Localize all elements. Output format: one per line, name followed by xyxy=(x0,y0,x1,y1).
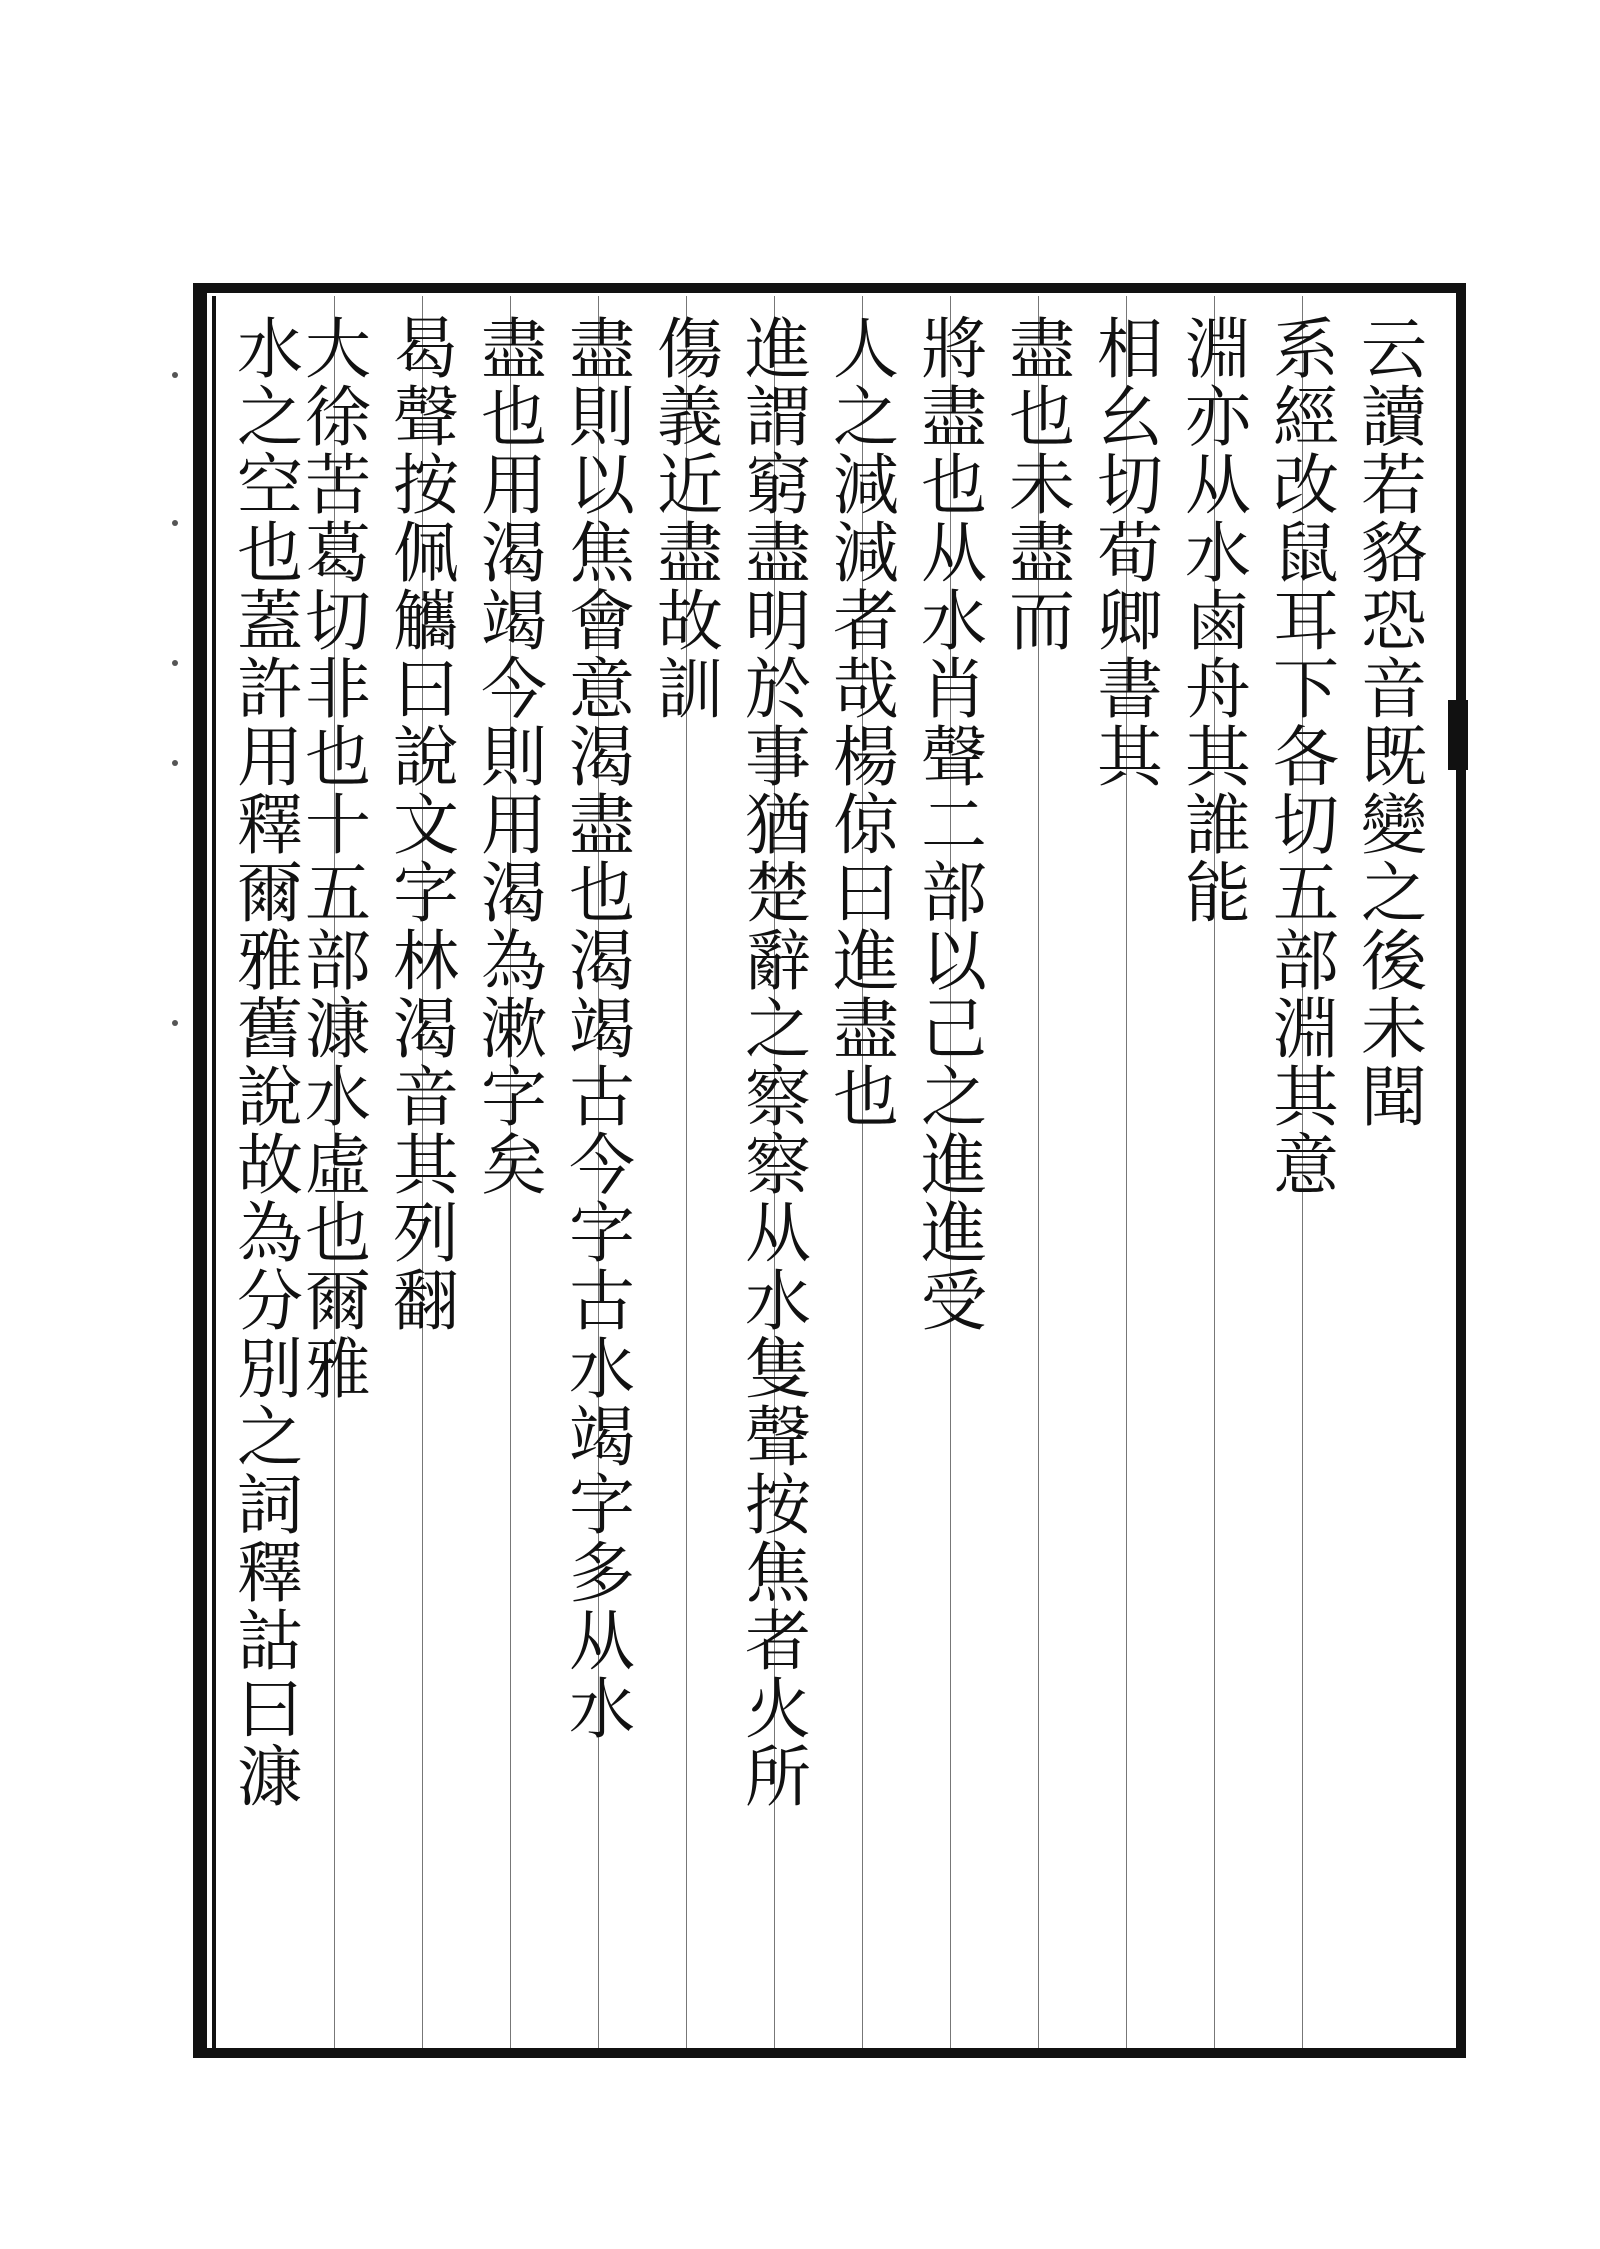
text-column xyxy=(646,311,734,728)
glyph: 切 xyxy=(1097,447,1163,524)
glyph: 受 xyxy=(921,1263,987,1340)
glyph: 盡 xyxy=(569,787,635,864)
glyph: 焦 xyxy=(569,515,635,592)
glyph: 爾 xyxy=(305,1263,371,1340)
glyph: 也 xyxy=(833,1059,899,1136)
glyph: 耳 xyxy=(1273,583,1339,660)
glyph: 字 xyxy=(569,1195,635,1272)
glyph: 減 xyxy=(833,515,899,592)
text-column xyxy=(1086,311,1174,796)
glyph: 渴 xyxy=(569,923,635,1000)
glyph: 哉 xyxy=(833,651,899,728)
glyph: 水 xyxy=(569,1331,635,1408)
glyph: 進 xyxy=(921,1127,987,1204)
glyph: 字 xyxy=(481,1059,547,1136)
text-column xyxy=(910,311,998,1340)
glyph: 漮 xyxy=(237,1739,303,1816)
glyph: 渴 xyxy=(393,991,459,1068)
glyph: 盡 xyxy=(481,311,547,388)
glyph: 楚 xyxy=(745,855,811,932)
glyph: 从 xyxy=(1185,447,1251,524)
glyph: 切 xyxy=(305,583,371,660)
glyph: 水 xyxy=(305,1059,371,1136)
glyph: 貉 xyxy=(1361,515,1427,592)
glyph: 按 xyxy=(393,447,459,524)
glyph: 訓 xyxy=(657,651,723,728)
glyph: 十 xyxy=(305,787,371,864)
margin-dot xyxy=(172,372,178,378)
glyph: 火 xyxy=(745,1671,811,1748)
glyph: 意 xyxy=(1273,1127,1339,1204)
glyph: 用 xyxy=(237,719,303,796)
glyph: 人 xyxy=(833,311,899,388)
glyph: 進 xyxy=(833,923,899,1000)
glyph: 之 xyxy=(745,991,811,1068)
glyph: 渴 xyxy=(569,719,635,796)
glyph: 變 xyxy=(1361,787,1427,864)
glyph: 蓋 xyxy=(237,583,303,660)
glyph: 己 xyxy=(921,991,987,1068)
text-column xyxy=(470,311,558,1204)
glyph: 佩 xyxy=(393,515,459,592)
glyph: 卿 xyxy=(1097,583,1163,660)
glyph: 倞 xyxy=(833,787,899,864)
glyph: 故 xyxy=(657,583,723,660)
glyph: 也 xyxy=(305,719,371,796)
glyph: 部 xyxy=(921,855,987,932)
glyph: 誰 xyxy=(1185,787,1251,864)
fish-tail-mark-icon xyxy=(1448,700,1468,770)
glyph: 會 xyxy=(569,583,635,660)
glyph: 曰 xyxy=(393,651,459,728)
glyph: 而 xyxy=(1009,583,1075,660)
glyph: 猶 xyxy=(745,787,811,864)
glyph: 水 xyxy=(237,311,303,388)
glyph: 聲 xyxy=(921,719,987,796)
glyph: 按 xyxy=(745,1467,811,1544)
glyph: 詞 xyxy=(237,1467,303,1544)
glyph: 漮 xyxy=(305,991,371,1068)
glyph: 曰 xyxy=(833,855,899,932)
glyph: 幺 xyxy=(1097,379,1163,456)
glyph: 也 xyxy=(481,379,547,456)
glyph: 多 xyxy=(569,1535,635,1612)
glyph: 詁 xyxy=(237,1603,303,1680)
glyph: 釋 xyxy=(237,1535,303,1612)
glyph: 竭 xyxy=(569,1399,635,1476)
glyph: 將 xyxy=(921,311,987,388)
glyph: 水 xyxy=(1185,515,1251,592)
glyph: 讀 xyxy=(1361,379,1427,456)
text-column xyxy=(822,311,910,1136)
glyph: 盡 xyxy=(569,311,635,388)
glyph: 說 xyxy=(393,719,459,796)
glyph: 後 xyxy=(1361,923,1427,1000)
glyph: 相 xyxy=(1097,311,1163,388)
glyph: 所 xyxy=(745,1739,811,1816)
glyph: 各 xyxy=(1273,719,1339,796)
text-column xyxy=(382,311,470,1340)
glyph: 荀 xyxy=(1097,515,1163,592)
glyph: 曷 xyxy=(393,311,459,388)
glyph: 察 xyxy=(745,1127,811,1204)
glyph: 用 xyxy=(481,447,547,524)
glyph: 音 xyxy=(1361,651,1427,728)
glyph: 爾 xyxy=(237,855,303,932)
margin-dot xyxy=(172,760,178,766)
glyph: 察 xyxy=(745,1059,811,1136)
glyph: 聞 xyxy=(1361,1059,1427,1136)
glyph: 切 xyxy=(1273,787,1339,864)
glyph: 今 xyxy=(569,1127,635,1204)
glyph: 書 xyxy=(1097,651,1163,728)
margin-dot xyxy=(172,520,178,526)
glyph: 則 xyxy=(569,379,635,456)
glyph: 事 xyxy=(745,719,811,796)
glyph: 字 xyxy=(569,1467,635,1544)
glyph: 觿 xyxy=(393,583,459,660)
glyph: 也 xyxy=(569,855,635,932)
inner-border-rule xyxy=(212,296,216,2048)
glyph: 別 xyxy=(237,1331,303,1408)
glyph: 進 xyxy=(921,1195,987,1272)
glyph: 經 xyxy=(1273,379,1339,456)
glyph: 淵 xyxy=(1185,311,1251,388)
text-column xyxy=(558,311,646,1748)
glyph: 字 xyxy=(393,855,459,932)
glyph: 盡 xyxy=(657,515,723,592)
glyph: 鼠 xyxy=(1273,515,1339,592)
glyph: 盡 xyxy=(833,991,899,1068)
glyph: 能 xyxy=(1185,855,1251,932)
glyph: 於 xyxy=(745,651,811,728)
glyph: 進 xyxy=(745,311,811,388)
glyph: 義 xyxy=(657,379,723,456)
glyph: 从 xyxy=(569,1603,635,1680)
glyph: 徐 xyxy=(305,379,371,456)
glyph: 若 xyxy=(1361,447,1427,524)
glyph: 其 xyxy=(1185,719,1251,796)
glyph: 竭 xyxy=(481,583,547,660)
glyph: 恐 xyxy=(1361,583,1427,660)
glyph: 釋 xyxy=(237,787,303,864)
glyph: 之 xyxy=(237,379,303,456)
glyph: 其 xyxy=(1273,1059,1339,1136)
glyph: 隻 xyxy=(745,1331,811,1408)
glyph: 以 xyxy=(569,447,635,524)
glyph: 水 xyxy=(921,583,987,660)
glyph: 非 xyxy=(305,651,371,728)
glyph: 古 xyxy=(569,1059,635,1136)
glyph: 下 xyxy=(1273,651,1339,728)
glyph: 音 xyxy=(393,1059,459,1136)
glyph: 未 xyxy=(1009,447,1075,524)
glyph: 謂 xyxy=(745,379,811,456)
glyph: 列 xyxy=(393,1195,459,1272)
glyph: 焦 xyxy=(745,1535,811,1612)
glyph: 五 xyxy=(305,855,371,932)
glyph: 之 xyxy=(237,1399,303,1476)
glyph: 今 xyxy=(481,651,547,728)
glyph: 明 xyxy=(745,583,811,660)
glyph: 為 xyxy=(481,923,547,1000)
glyph: 水 xyxy=(745,1263,811,1340)
text-column xyxy=(1350,311,1438,1136)
glyph: 五 xyxy=(1273,855,1339,932)
glyph: 葛 xyxy=(305,515,371,592)
glyph: 盡 xyxy=(1009,311,1075,388)
glyph: 也 xyxy=(305,1195,371,1272)
glyph: 也 xyxy=(921,447,987,524)
glyph: 聲 xyxy=(745,1399,811,1476)
glyph: 傷 xyxy=(657,311,723,388)
glyph: 之 xyxy=(1361,855,1427,932)
glyph: 者 xyxy=(833,583,899,660)
glyph: 从 xyxy=(921,515,987,592)
glyph: 翻 xyxy=(393,1263,459,1340)
glyph: 淵 xyxy=(1273,991,1339,1068)
glyph: 曰 xyxy=(237,1671,303,1748)
glyph: 改 xyxy=(1273,447,1339,524)
glyph: 水 xyxy=(569,1671,635,1748)
glyph: 漱 xyxy=(481,991,547,1068)
glyph: 之 xyxy=(833,379,899,456)
glyph: 雅 xyxy=(237,923,303,1000)
glyph: 盡 xyxy=(1009,515,1075,592)
glyph: 辭 xyxy=(745,923,811,1000)
glyph: 窮 xyxy=(745,447,811,524)
text-column xyxy=(1262,311,1350,1204)
glyph: 以 xyxy=(921,923,987,1000)
glyph: 渴 xyxy=(481,855,547,932)
margin-dot xyxy=(172,1020,178,1026)
glyph: 者 xyxy=(745,1603,811,1680)
glyph: 虛 xyxy=(305,1127,371,1204)
glyph: 矣 xyxy=(481,1127,547,1204)
glyph: 雅 xyxy=(305,1331,371,1408)
glyph: 肖 xyxy=(921,651,987,728)
glyph: 其 xyxy=(393,1127,459,1204)
text-column xyxy=(998,311,1086,660)
glyph: 近 xyxy=(657,447,723,524)
glyph: 既 xyxy=(1361,719,1427,796)
glyph: 空 xyxy=(237,447,303,524)
glyph: 从 xyxy=(745,1195,811,1272)
text-column xyxy=(1174,311,1262,932)
glyph: 大 xyxy=(305,311,371,388)
glyph: 鹵 xyxy=(1185,583,1251,660)
glyph: 許 xyxy=(237,651,303,728)
glyph: 系 xyxy=(1273,311,1339,388)
glyph: 則 xyxy=(481,719,547,796)
glyph: 竭 xyxy=(569,991,635,1068)
glyph: 故 xyxy=(237,1127,303,1204)
glyph: 為 xyxy=(237,1195,303,1272)
glyph: 渴 xyxy=(481,515,547,592)
text-column xyxy=(226,311,314,1816)
glyph: 云 xyxy=(1361,311,1427,388)
glyph: 分 xyxy=(237,1263,303,1340)
glyph: 部 xyxy=(1273,923,1339,1000)
glyph: 亦 xyxy=(1185,379,1251,456)
glyph: 用 xyxy=(481,787,547,864)
glyph: 盡 xyxy=(745,515,811,592)
glyph: 也 xyxy=(1009,379,1075,456)
glyph: 聲 xyxy=(393,379,459,456)
glyph: 舊 xyxy=(237,991,303,1068)
glyph: 舟 xyxy=(1185,651,1251,728)
glyph: 部 xyxy=(305,923,371,1000)
glyph: 也 xyxy=(237,515,303,592)
glyph: 未 xyxy=(1361,991,1427,1068)
glyph: 減 xyxy=(833,447,899,524)
glyph: 古 xyxy=(569,1263,635,1340)
glyph: 之 xyxy=(921,1059,987,1136)
text-column xyxy=(734,311,822,1816)
glyph: 盡 xyxy=(921,379,987,456)
glyph: 文 xyxy=(393,787,459,864)
glyph: 二 xyxy=(921,787,987,864)
glyph: 林 xyxy=(393,923,459,1000)
glyph: 其 xyxy=(1097,719,1163,796)
glyph: 說 xyxy=(237,1059,303,1136)
glyph: 楊 xyxy=(833,719,899,796)
glyph: 意 xyxy=(569,651,635,728)
glyph: 苦 xyxy=(305,447,371,524)
margin-dot xyxy=(172,660,178,666)
